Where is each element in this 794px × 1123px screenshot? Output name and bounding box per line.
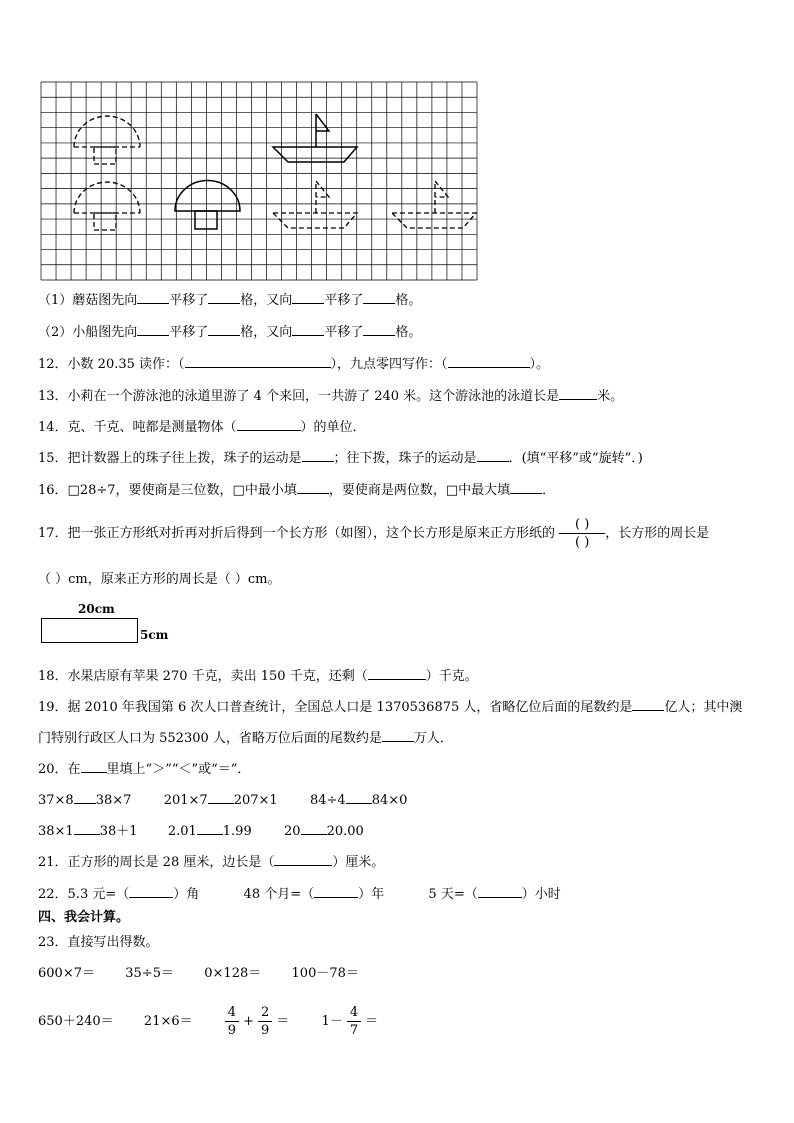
mushroom-dashed-top (74, 116, 140, 164)
mushroom-figure (175, 181, 240, 229)
fraction: $\frac{2}{9}$ (258, 1004, 272, 1039)
blank[interactable] (314, 885, 358, 898)
mushroom-dashed-bottom (74, 182, 140, 230)
blank[interactable] (382, 729, 414, 742)
q19-line2: 门特别行政区人口为 552300 人，省略万位后面的尾数约是 万人． (38, 731, 453, 746)
blank[interactable] (185, 355, 331, 368)
blank[interactable] (510, 481, 542, 494)
rectangle-diagram (41, 618, 138, 643)
grid-lines (41, 82, 477, 280)
blank[interactable] (274, 853, 332, 866)
blank[interactable] (632, 698, 664, 711)
q16: 16．□28÷7，要使商是三位数，□中最小填 ，要使商是两位数，□中最大填 ． (38, 483, 556, 498)
blank[interactable] (129, 885, 173, 898)
boat-dashed-1 (273, 181, 357, 228)
q20-row2: 38×1 38＋1 2.01 1.99 20 20.00 (38, 824, 364, 839)
q11-line2: （2）小船图先向 平移了 格，又向 平移了 格。 (38, 325, 422, 340)
q23-row1: 600×7＝ 35÷5＝ 0×128＝ 100－78＝ (38, 966, 359, 981)
q12: 12．小数 20.35 读作：（ ），九点零四写作：（ ）。 (38, 357, 550, 372)
boat-figure (273, 114, 357, 162)
blank[interactable] (346, 791, 372, 804)
q14: 14．克、千克、吨都是测量物体（ ）的单位． (38, 420, 366, 435)
blank[interactable] (208, 291, 240, 304)
blank[interactable] (448, 355, 530, 368)
blank[interactable] (363, 291, 395, 304)
q17-line1: 17．把一张正方形纸对折再对折后得到一个长方形（如图），这个长方形是原来正方形纸的 $\frac{( )}{( )}$ ，长方形的周长是 (38, 517, 710, 550)
blank[interactable] (297, 481, 329, 494)
q13: 13．小莉在一个游泳池的泳道里游了 4 个来回，一共游了 240 米。这个游泳池的泳道长是 米。 (38, 389, 624, 404)
fraction-blank[interactable]: $\frac{( )}{( )}$ (559, 516, 605, 551)
blank[interactable] (197, 822, 223, 835)
blank[interactable] (137, 323, 169, 336)
q18: 18．水果店原有苹果 270 千克，卖出 150 千克，还剩（ ）千克。 (38, 669, 478, 684)
q11-line1: （1）蘑菇图先向 平移了 格，又向 平移了 格。 (38, 293, 422, 308)
section-heading: 四、我会计算。 (38, 910, 130, 925)
blank[interactable] (292, 291, 324, 304)
blank[interactable] (363, 323, 395, 336)
q23-row2: 650＋240＝ 21×6＝ $\frac{4}{9}$ + $\frac{2}{9}$ ＝ 1－ $\frac{4}{7}$ ＝ (38, 1005, 379, 1038)
blank[interactable] (301, 822, 327, 835)
fraction: $\frac{4}{7}$ (347, 1004, 361, 1039)
blank[interactable] (302, 449, 334, 462)
blank[interactable] (208, 791, 234, 804)
q17-line2: （ ）cm，原来正方形的周长是（ ）cm。 (38, 572, 281, 587)
blank[interactable] (477, 449, 509, 462)
blank[interactable] (368, 667, 426, 680)
blank[interactable] (137, 291, 169, 304)
blank[interactable] (208, 323, 240, 336)
q15: 15．把计数器上的珠子往上拨，珠子的运动是 ；往下拨，珠子的运动是 ．(填“平移”或“旋转”．) (38, 451, 643, 466)
q20-row1: 37×8 38×7 201×7 207×1 84÷4 84×0 (38, 793, 408, 808)
rect-height-label: 5cm (140, 628, 169, 642)
blank[interactable] (292, 323, 324, 336)
grid-figure (40, 81, 480, 281)
blank[interactable] (74, 791, 96, 804)
boat-dashed-2 (392, 181, 476, 228)
blank[interactable] (237, 418, 301, 431)
q19-line1: 19．据 2010 年我国第 6 次人口普查统计，全国总人口是 1370536875 人，省略亿位后面的尾数约是 亿人；其中澳 (38, 700, 743, 715)
q22: 22．5.3 元=（ ）角 48 个月=（ ）年 5 天=（ ）小时 (38, 887, 561, 902)
q20-title: 20．在 里填上“＞”“＜”或“＝”． (38, 762, 251, 777)
blank[interactable] (478, 885, 522, 898)
q21: 21．正方形的周长是 28 厘米，边长是（ ）厘米。 (38, 855, 385, 870)
fraction: $\frac{4}{9}$ (225, 1004, 239, 1039)
blank[interactable] (74, 822, 100, 835)
blank (81, 760, 107, 773)
q23-title: 23．直接写出得数。 (38, 935, 159, 950)
blank[interactable] (559, 387, 597, 400)
rect-width-label: 20cm (78, 602, 115, 616)
